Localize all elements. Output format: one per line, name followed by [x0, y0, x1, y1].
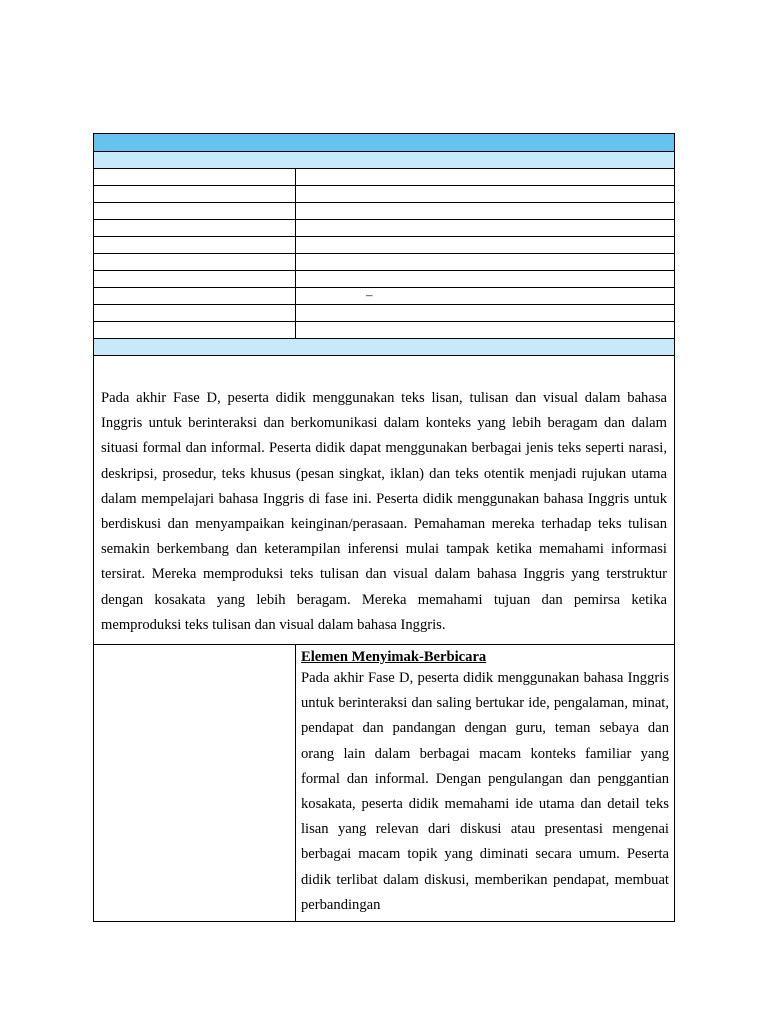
- element-left-label: [94, 645, 296, 922]
- field-value: [296, 322, 675, 339]
- capaian-paragraph: Pada akhir Fase D, peserta didik menggunakan teks lisan, tulisan dan visual dalam bahasa Inggris untuk berinteraksi dan berkomunikasi dalam konteks yang lebih beragam dan dalam situasi formal dan informal. Peserta didik dapat menggunakan berbagai jenis teks seperti narasi, deskripsi, prosedur, teks khusus (pesan singkat, iklan) dan teks otentik menjadi rujukan utama dalam mempelajari bahasa Inggris di fase ini. Peserta didik menggunakan bahasa Inggris untuk berdiskusi dan menyampaikan keinginan/perasaan. Pemahaman mereka terhadap teks tulisan semakin berkembang dan keterampilan inferensi mulai tampak ketika memahami informasi tersirat. Mereka memproduksi teks tulisan dan visual dalam bahasa Inggris yang terstruktur dengan kosakata yang lebih beragam. Mereka memahami tujuan dan pemirsa ketika memproduksi teks tulisan dan visual dalam bahasa Inggris.: [101, 390, 667, 633]
- field-value: [296, 203, 675, 220]
- field-value: [296, 169, 675, 186]
- title-band-row: [94, 134, 675, 152]
- identity-band-row: [94, 152, 675, 169]
- title-band: [94, 134, 675, 152]
- field-row: [94, 220, 675, 237]
- element-cell: [296, 645, 675, 922]
- field-value: [296, 271, 675, 288]
- field-label: [94, 288, 296, 305]
- field-row: [94, 271, 675, 288]
- field-value-cell: [296, 288, 675, 305]
- field-label: [94, 220, 296, 237]
- field-label: [94, 203, 296, 220]
- field-label: [94, 271, 296, 288]
- field-value: [296, 237, 675, 254]
- field-value: [296, 305, 675, 322]
- element-row: [94, 645, 675, 922]
- field-row: [94, 254, 675, 271]
- field-row: [94, 305, 675, 322]
- module-table: [93, 133, 675, 922]
- capaian-band: [94, 339, 675, 356]
- capaian-row: [94, 356, 675, 645]
- field-value: [296, 186, 675, 203]
- field-label: [94, 254, 296, 271]
- field-row: [94, 203, 675, 220]
- field-row: [94, 237, 675, 254]
- field-label: [94, 322, 296, 339]
- field-row: [94, 186, 675, 203]
- element-title: Elemen Menyimak-Berbicara: [301, 649, 487, 666]
- field-label: [94, 237, 296, 254]
- capaian-band-row: [94, 339, 675, 356]
- field-value: [296, 220, 675, 237]
- field-label: [94, 186, 296, 203]
- field-row: [94, 169, 675, 186]
- identity-band: [94, 152, 675, 169]
- field-label: [94, 305, 296, 322]
- field-row: [94, 288, 675, 305]
- element-text: Pada akhir Fase D, peserta didik menggunakan bahasa Inggris untuk berinteraksi dan saling bertukar ide, pengalaman, minat, pendapat dan pandangan dengan guru, teman sebaya dan orang lain dalam berbagai macam konteks familiar yang formal dan informal. Dengan pengulangan dan penggantian kosakata, peserta didik memahami ide utama dan detail teks lisan yang relevan dari diskusi atau presentasi mengenai berbagai macam topik yang diminati secara umum. Peserta didik terlibat dalam diskusi, memberikan pendapat, membuat perbandingan: [301, 670, 669, 913]
- field-row: [94, 322, 675, 339]
- field-label: [94, 169, 296, 186]
- field-value: [296, 254, 675, 271]
- capaian-cell: [94, 356, 675, 645]
- field-value: –: [366, 287, 373, 302]
